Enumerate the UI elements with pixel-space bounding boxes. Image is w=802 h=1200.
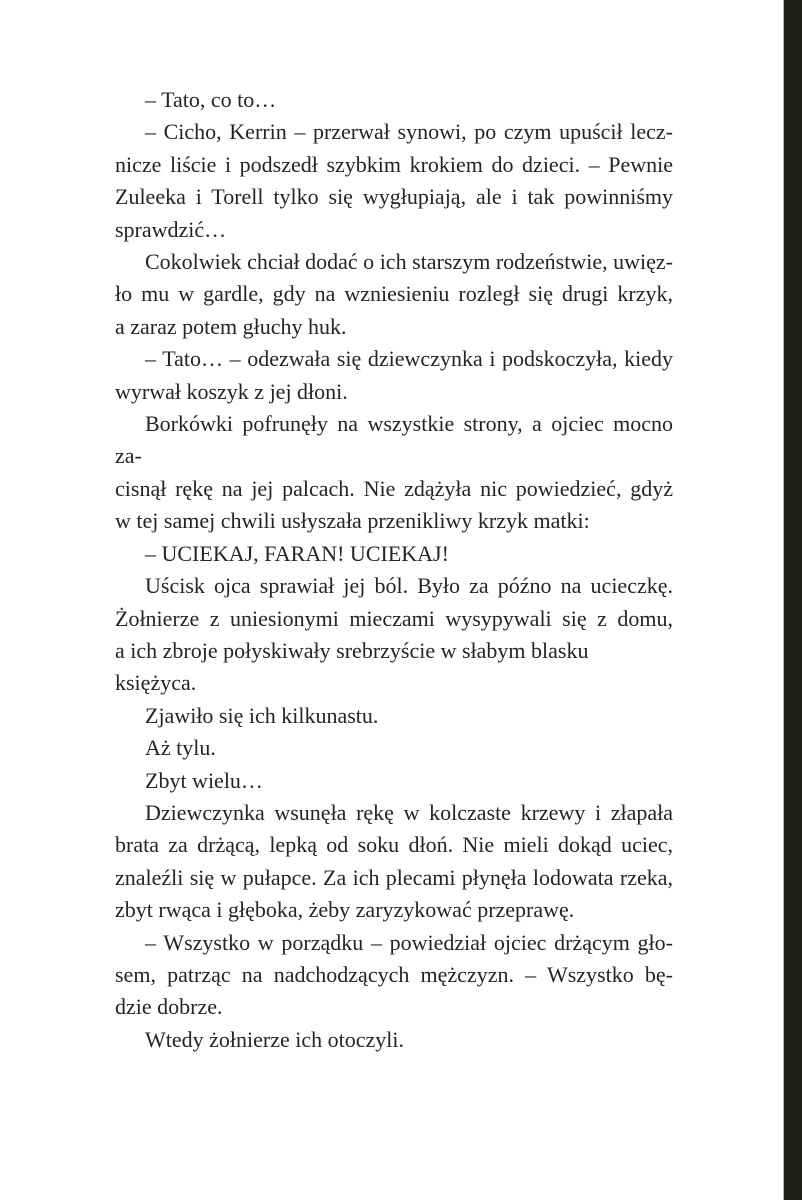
text-line: znaleźli się w pułapce. Za ich plecami płynęła lodowata rzeka, (115, 864, 673, 890)
text-line: Wtedy żołnierze ich otoczyli. (145, 1026, 404, 1052)
text-line: ło mu w gardle, gdy na wzniesieniu rozległ się drugi krzyk, (115, 281, 673, 307)
text-line: – Cicho, Kerrin – przerwał synowi, po czym upuścił lecz- (145, 119, 673, 145)
page-text (115, 84, 673, 1056)
text-line: – UCIEKAJ, FARAN! UCIEKAJ! (145, 540, 449, 566)
text-line: zbyt rwąca i głęboka, żeby zaryzykować przeprawę. (115, 897, 575, 923)
text-line: dzie dobrze. (115, 994, 223, 1020)
text-line: Aż tylu. (145, 735, 216, 761)
scan-edge-bar (783, 0, 802, 1200)
text-line: Zuleeka i Torell tylko się wygłupiają, ale i tak powinniśmy (115, 184, 673, 210)
text-line: Uścisk ojca sprawiał jej ból. Było za późno na ucieczkę. (145, 573, 673, 599)
text-line: Zbyt wielu… (145, 767, 263, 793)
text-line: a ich zbroje połyskiwały srebrzyście w słabym blasku księżyca. (115, 637, 589, 696)
text-line: cisnął rękę na jej palcach. Nie zdążyła nic powiedzieć, gdyż (115, 475, 673, 501)
text-line: w tej samej chwili usłyszała przenikliwy krzyk matki: (115, 508, 590, 534)
text-line: Zjawiło się ich kilkunastu. (145, 702, 379, 728)
text-line: Dziewczynka wsunęła rękę w kolczaste krzewy i złapała (145, 799, 673, 825)
text-line: sprawdzić… (115, 216, 227, 242)
text-line: sem, patrząc na nadchodzących mężczyzn. – Wszystko bę- (115, 961, 673, 987)
text-line: Borkówki pofrunęły na wszystkie strony, a ojciec mocno za- (115, 411, 673, 469)
text-line: wyrwał koszyk z jej dłoni. (115, 378, 348, 404)
text-line: brata za drżącą, lepką od soku dłoń. Nie mieli dokąd uciec, (115, 832, 673, 858)
text-line: – Wszystko w porządku – powiedział ojciec drżącym gło- (145, 929, 673, 955)
text-line: – Tato… – odezwała się dziewczynka i podskoczyła, kiedy (145, 346, 673, 372)
text-line: a zaraz potem głuchy huk. (115, 313, 347, 339)
text-line: Żołnierze z uniesionymi mieczami wysypywali się z domu, (115, 605, 673, 631)
text-line: – Tato, co to… (145, 87, 277, 112)
text-line: Cokolwiek chciał dodać o ich starszym rodzeństwie, uwięz- (145, 249, 673, 275)
text-line: nicze liście i podszedł szybkim krokiem do dzieci. – Pewnie (115, 151, 673, 177)
